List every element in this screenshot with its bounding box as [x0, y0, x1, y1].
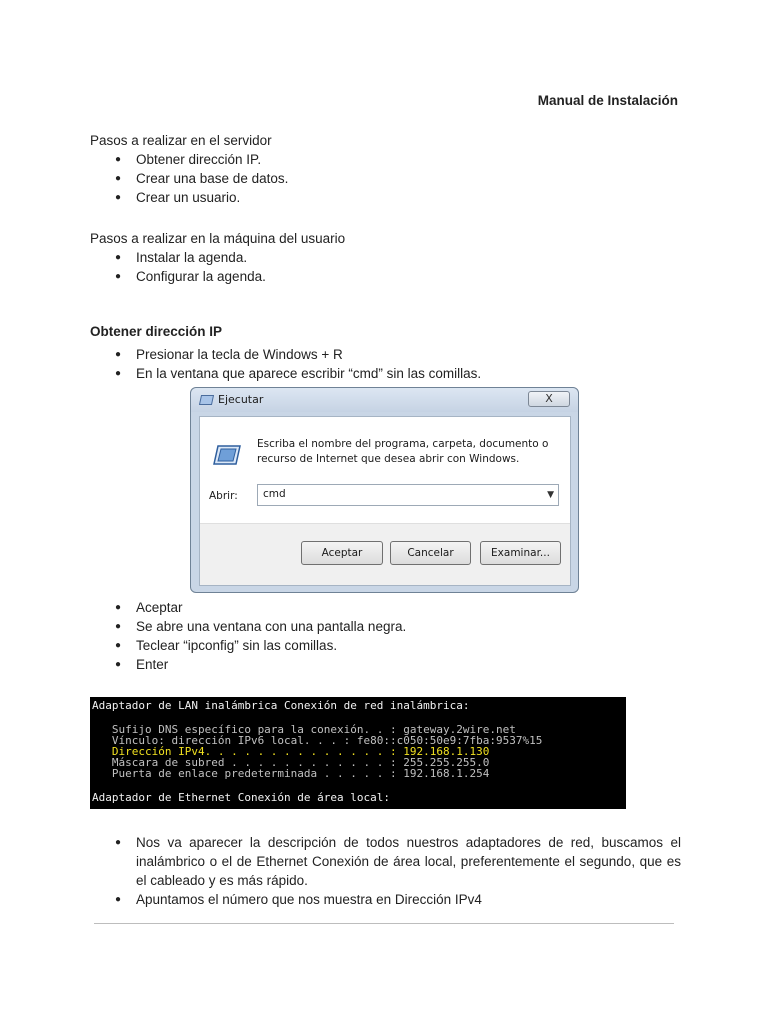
list-item: ● Aceptar: [115, 598, 681, 617]
console-line: Máscara de subred . . . . . . . . . . . . : 255.255.255.0: [92, 756, 490, 769]
run-dialog: [190, 387, 579, 593]
list-item: ● En la ventana que aparece escribir “cmd” sin las comillas.: [115, 364, 681, 383]
list-item: ● Obtener dirección IP.: [115, 150, 681, 169]
cancel-button[interactable]: Cancelar: [390, 541, 471, 565]
list-item: ● Crear una base de datos.: [115, 169, 681, 188]
list-item: ● Configurar la agenda.: [115, 267, 681, 286]
close-button[interactable]: X: [528, 391, 570, 407]
server-steps-list: [115, 150, 681, 207]
console-line: Sufijo DNS específico para la conexión. . : gateway.2wire.net: [92, 723, 516, 736]
console-line: Puerta de enlace predeterminada . . . . . : 192.168.1.254: [92, 767, 490, 780]
console-line: Vínculo: dirección IPv6 local. . . : fe80::c050:50e9:7fba:9537%15: [92, 734, 543, 747]
open-input-value[interactable]: cmd: [263, 488, 286, 500]
dialog-message: Escriba el nombre del programa, carpeta, documento o recurso de Internet que desea abrir con Windows.: [257, 438, 549, 465]
open-label: Abrir:: [209, 490, 238, 502]
accept-button[interactable]: Aceptar: [301, 541, 383, 565]
browse-button[interactable]: Examinar...: [480, 541, 561, 565]
console-line: Adaptador de LAN inalámbrica Conexión de red inalámbrica:: [92, 699, 470, 712]
user-steps-list: [115, 248, 681, 286]
dropdown-arrow-icon[interactable]: ▼: [547, 490, 554, 500]
open-combobox[interactable]: [257, 484, 559, 506]
console-screenshot: [90, 697, 626, 809]
after-steps-list: [115, 598, 681, 674]
section-heading: Obtener dirección IP: [90, 324, 223, 339]
final-steps-list: [115, 833, 681, 909]
list-item: ● Instalar la agenda.: [115, 248, 681, 267]
ip-steps-list: [115, 345, 681, 383]
dialog-footer: [200, 523, 570, 585]
list-item: ● Enter: [115, 655, 681, 674]
page-divider: [94, 923, 674, 924]
document-title: Manual de Instalación: [537, 93, 678, 108]
list-item: ● Se abre una ventana con una pantalla negra.: [115, 617, 681, 636]
list-item: ● Teclear “ipconfig” sin las comillas.: [115, 636, 681, 655]
list-item: ● Apuntamos el número que nos muestra en Dirección IPv4: [115, 890, 681, 909]
run-program-icon: [213, 444, 241, 466]
console-line: Adaptador de Ethernet Conexión de área local:: [92, 791, 391, 804]
server-steps-intro: Pasos a realizar en el servidor: [90, 133, 272, 148]
list-item: ● Crear un usuario.: [115, 188, 681, 207]
dialog-title: Ejecutar: [218, 393, 264, 406]
dialog-body: [199, 416, 571, 586]
list-item: ● Presionar la tecla de Windows + R: [115, 345, 681, 364]
run-icon: [199, 395, 214, 405]
dialog-titlebar: [191, 388, 578, 412]
list-item: ● Nos va aparecer la descripción de todos nuestros adaptadores de red, buscamos el inalámbrico o el de Ethernet Conexión de área local, preferentemente el segundo, que es el cableado y es más rápido.: [115, 833, 681, 890]
console-line-ipv4: Dirección IPv4. . . . . . . . . . . . . . : 192.168.1.130: [92, 745, 490, 758]
user-steps-intro: Pasos a realizar en la máquina del usuario: [90, 231, 346, 246]
